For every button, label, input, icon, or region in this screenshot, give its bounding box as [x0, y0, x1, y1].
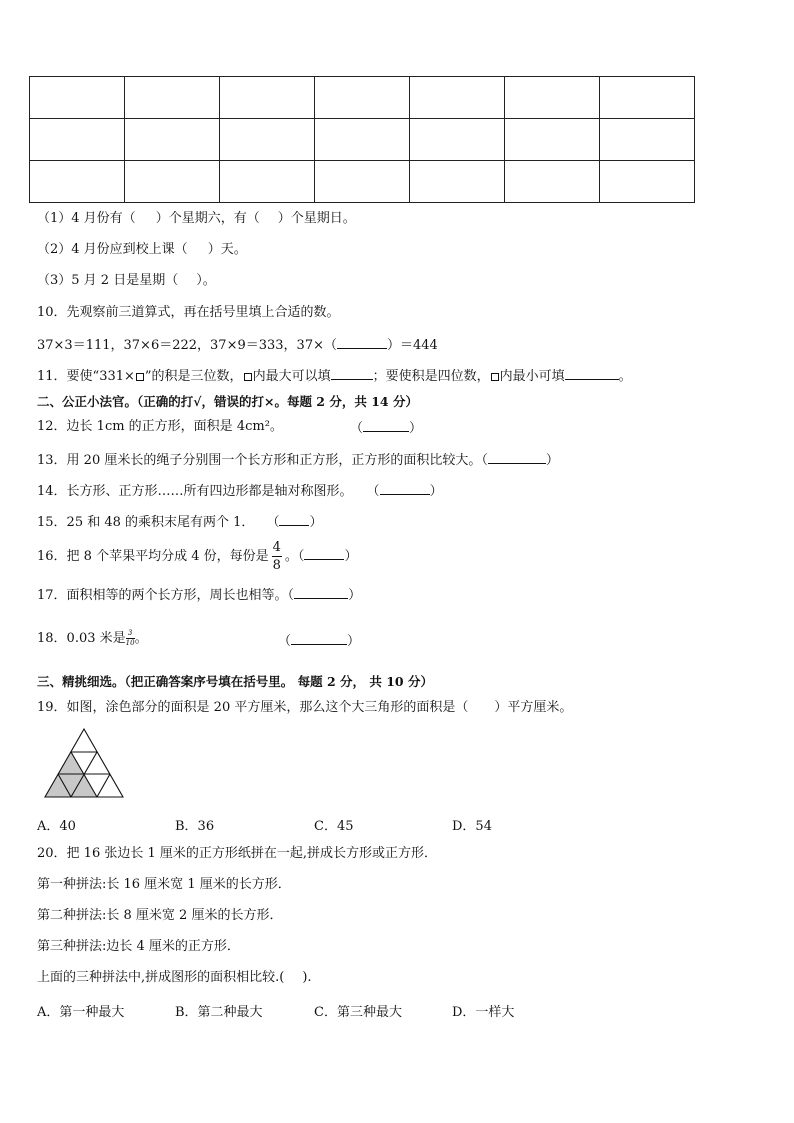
fraction-four-eighths: $\frac{4}{8}$: [272, 540, 281, 573]
table-cell: [220, 119, 315, 161]
answer-blank[interactable]: [565, 366, 619, 380]
q20-stem: 20．把 16 张边长 1 厘米的正方形纸拼在一起,拼成长方形或正方形．: [37, 846, 438, 861]
answer-blank[interactable]: [380, 481, 430, 495]
section-2-title: 二、公正小法官。（正确的打√，错误的打×。每题 2 分，共 14 分）: [37, 394, 418, 409]
box-icon: [491, 373, 499, 381]
q20-method-3: 第三种拼法:边长 4 厘米的正方形．: [37, 939, 240, 954]
box-icon: [136, 373, 144, 381]
table-row: [30, 119, 695, 161]
q20-option-a[interactable]: A．第一种最大: [37, 1005, 125, 1020]
table-cell: [315, 119, 410, 161]
table-cell: [505, 77, 600, 119]
table-cell: [600, 119, 695, 161]
answer-blank[interactable]: [279, 512, 309, 526]
q17: 17．面积相等的两个长方形，周长也相等。（ ）: [37, 585, 361, 605]
q10-formula: 37×3＝111，37×6＝222，37×9＝333，37×（ ）＝444: [37, 335, 438, 355]
q9-sub2: （2）4 月份应到校上课（ ）天。: [37, 242, 247, 257]
answer-blank[interactable]: [337, 335, 387, 349]
table-cell: [315, 161, 410, 203]
q14: 14．长方形、正方形……所有四边形都是轴对称图形。 （ ）: [37, 481, 443, 501]
q9-sub1: （1）4 月份有（ ）个星期六，有（ ）个星期日。: [37, 211, 356, 226]
answer-blank[interactable]: [304, 546, 344, 560]
q20-option-d[interactable]: D．一样大: [452, 1005, 515, 1020]
q18-answer: （ ）: [278, 631, 360, 651]
table-cell: [410, 119, 505, 161]
q16: 16．把 8 个苹果平均分成 4 份，每份是 $\frac{4}{8}$ 。（ ）: [37, 540, 358, 573]
q19-stem: 19．如图，涂色部分的面积是 20 平方厘米，那么这个大三角形的面积是（ ）平方厘米。: [37, 700, 573, 715]
q18: 18．0.03 米是 $\frac{3}{10}$ 。: [37, 629, 148, 647]
q15: 15．25 和 48 的乘积末尾有两个 1． （ ）: [37, 512, 322, 532]
answer-blank[interactable]: [291, 631, 347, 645]
box-icon: [244, 373, 252, 381]
q13: 13．用 20 厘米长的绳子分别围一个长方形和正方形，正方形的面积比较大。（ ）: [37, 450, 559, 470]
table-cell: [505, 119, 600, 161]
section-3-title: 三、精挑细选。（把正确答案序号填在括号里。 每题 2 分， 共 10 分）: [37, 674, 433, 689]
answer-blank[interactable]: [331, 366, 373, 380]
q20-method-1: 第一种拼法:长 16 厘米宽 1 厘米的长方形．: [37, 877, 291, 892]
q20-method-2: 第二种拼法:长 8 厘米宽 2 厘米的长方形．: [37, 908, 283, 923]
q19-option-d[interactable]: D．54: [452, 819, 492, 834]
answer-blank[interactable]: [294, 585, 348, 599]
table-cell: [220, 161, 315, 203]
q19-option-b[interactable]: B．36: [175, 819, 215, 834]
table-cell: [410, 161, 505, 203]
table-row: [30, 77, 695, 119]
table-cell: [220, 77, 315, 119]
table-cell: [315, 77, 410, 119]
table-cell: [505, 161, 600, 203]
q12-answer: （ ）: [350, 418, 422, 438]
q19-option-c[interactable]: C．45: [314, 819, 354, 834]
q20-option-c[interactable]: C．第三种最大: [314, 1005, 402, 1020]
q9-sub3: （3）5 月 2 日是星期（ ）。: [37, 273, 216, 288]
q19-option-a[interactable]: A．40: [37, 819, 76, 834]
fraction-three-tenths: $\frac{3}{10}$: [125, 629, 135, 647]
q10-stem: 10．先观察前三道算式，再在括号里填上合适的数。: [37, 305, 340, 320]
table-cell: [30, 119, 125, 161]
table-cell: [125, 77, 220, 119]
table-cell: [30, 77, 125, 119]
q20-option-b[interactable]: B．第二种最大: [175, 1005, 263, 1020]
table-cell: [600, 161, 695, 203]
table-cell: [410, 77, 505, 119]
table-row: [30, 161, 695, 203]
answer-blank[interactable]: [488, 450, 546, 464]
triangle-figure: [44, 728, 126, 800]
calendar-grid: [29, 76, 695, 203]
table-cell: [30, 161, 125, 203]
q12: 12．边长 1cm 的正方形，面积是 4cm²。: [37, 419, 283, 434]
table-cell: [125, 119, 220, 161]
answer-blank[interactable]: [363, 418, 409, 432]
table-cell: [125, 161, 220, 203]
q11: 11．要使“331× ”的积是三位数， 内最大可以填 ；要使积是四位数， 内最小可填 。: [37, 366, 632, 386]
table-cell: [600, 77, 695, 119]
q20-question: 上面的三种拼法中,拼成图形的面积相比较.( ).: [37, 970, 312, 985]
